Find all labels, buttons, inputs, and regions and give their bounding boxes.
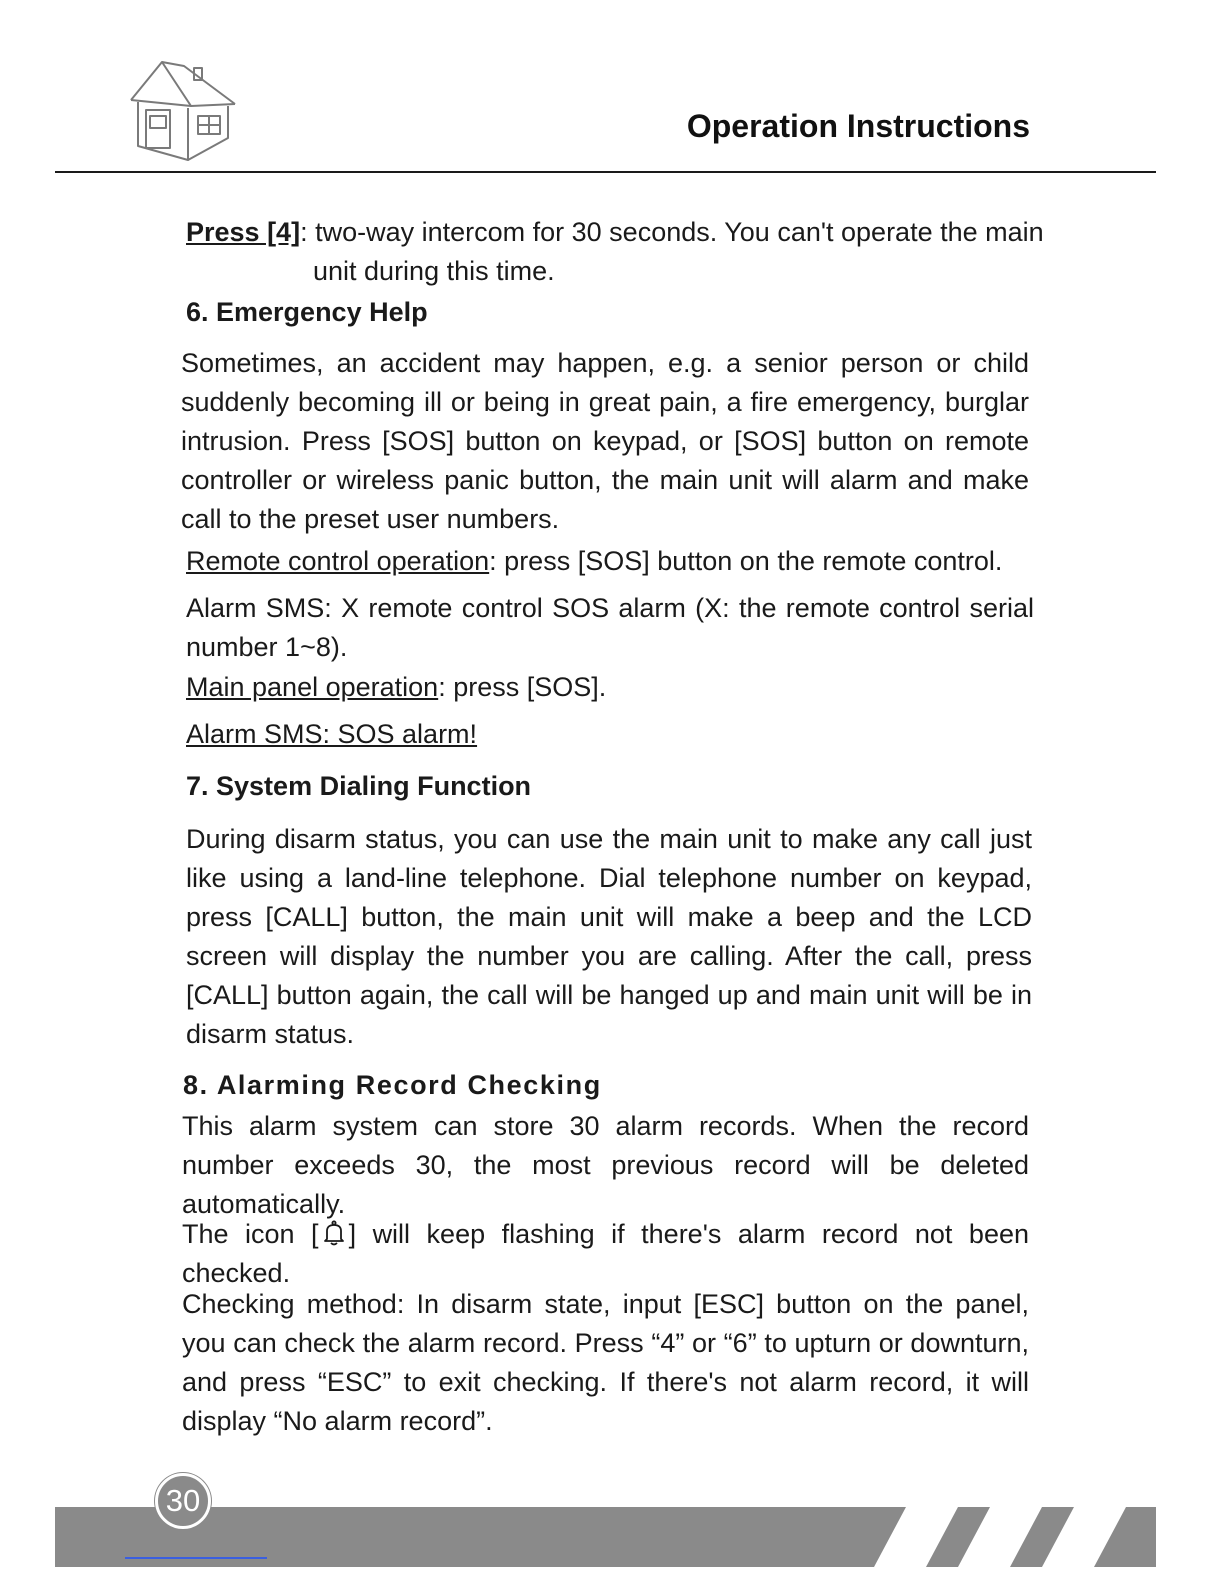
panel-alarm-sms: Alarm SMS: SOS alarm! [186,719,478,749]
remote-alarm-sms: Alarm SMS: X remote control SOS alarm (X: the remote control serial number 1~8). [186,593,1034,662]
icon-text-after: ] will keep flashing if there's alarm record not been checked. [182,1219,1029,1288]
section-8-paragraph-3: Checking method: In disarm state, input [ESC] button on the panel, you can check the alarm record. Press “4” or “6” to upturn or downturn, and press “ESC” to exit checking. If there's not alarm record, it will display “No alarm record”. [182,1289,1029,1436]
icon-text-before: The icon [ [182,1219,319,1249]
intro-line-2: unit during this time. [313,256,555,286]
section-8-icon-paragraph [182,1215,1029,1293]
section-6-paragraph: Sometimes, an accident may happen, e.g. a senior person or child suddenly becoming ill or being in great pain, a fire emergency, burglar intrusion. Press [SOS] button on keypad, or [SOS] button on remote controller or wireless panic button, the main unit will alarm and make call to the preset user numbers. [181,348,1029,534]
section-6-heading: 6. Emergency Help [186,297,428,327]
panel-operation-text: : press [SOS]. [438,672,607,702]
intro-line-1 [186,213,1044,252]
panel-operation-label: Main panel operation [186,672,439,702]
remote-operation-text: : press [SOS] button on the remote control. [489,546,1003,576]
house-icon [128,58,238,162]
header-divider [55,171,1156,173]
section-8-paragraph-1: This alarm system can store 30 alarm records. When the record number exceeds 30, the most previous record will be deleted automatically. [182,1111,1029,1219]
remote-operation-label: Remote control operation [186,546,490,576]
footer-stripes [836,1507,1156,1567]
press-4-label: Press [4] [186,217,301,247]
section-7-paragraph: During disarm status, you can use the main unit to make any call just like using a land-line telephone. Dial telephone number on keypad, press [CALL] button, the main unit will make a beep and the LCD screen will display the number you are calling. After the call, press [CALL] button again, the call will be hanged up and main unit will be in disarm status. [186,824,1032,1049]
bell-icon [323,1220,345,1246]
page-number: 30 [155,1473,211,1529]
section-7-heading: 7. System Dialing Function [186,771,532,801]
panel-operation-line [186,668,606,707]
intro-text-1: : two-way intercom for 30 seconds. You can't operate the main [300,217,1044,247]
page-title: Operation Instructions [686,108,1030,144]
remote-operation-line [186,542,1002,581]
footer-link-underline [125,1557,267,1559]
section-8-heading: 8. Alarming Record Checking [183,1070,602,1100]
